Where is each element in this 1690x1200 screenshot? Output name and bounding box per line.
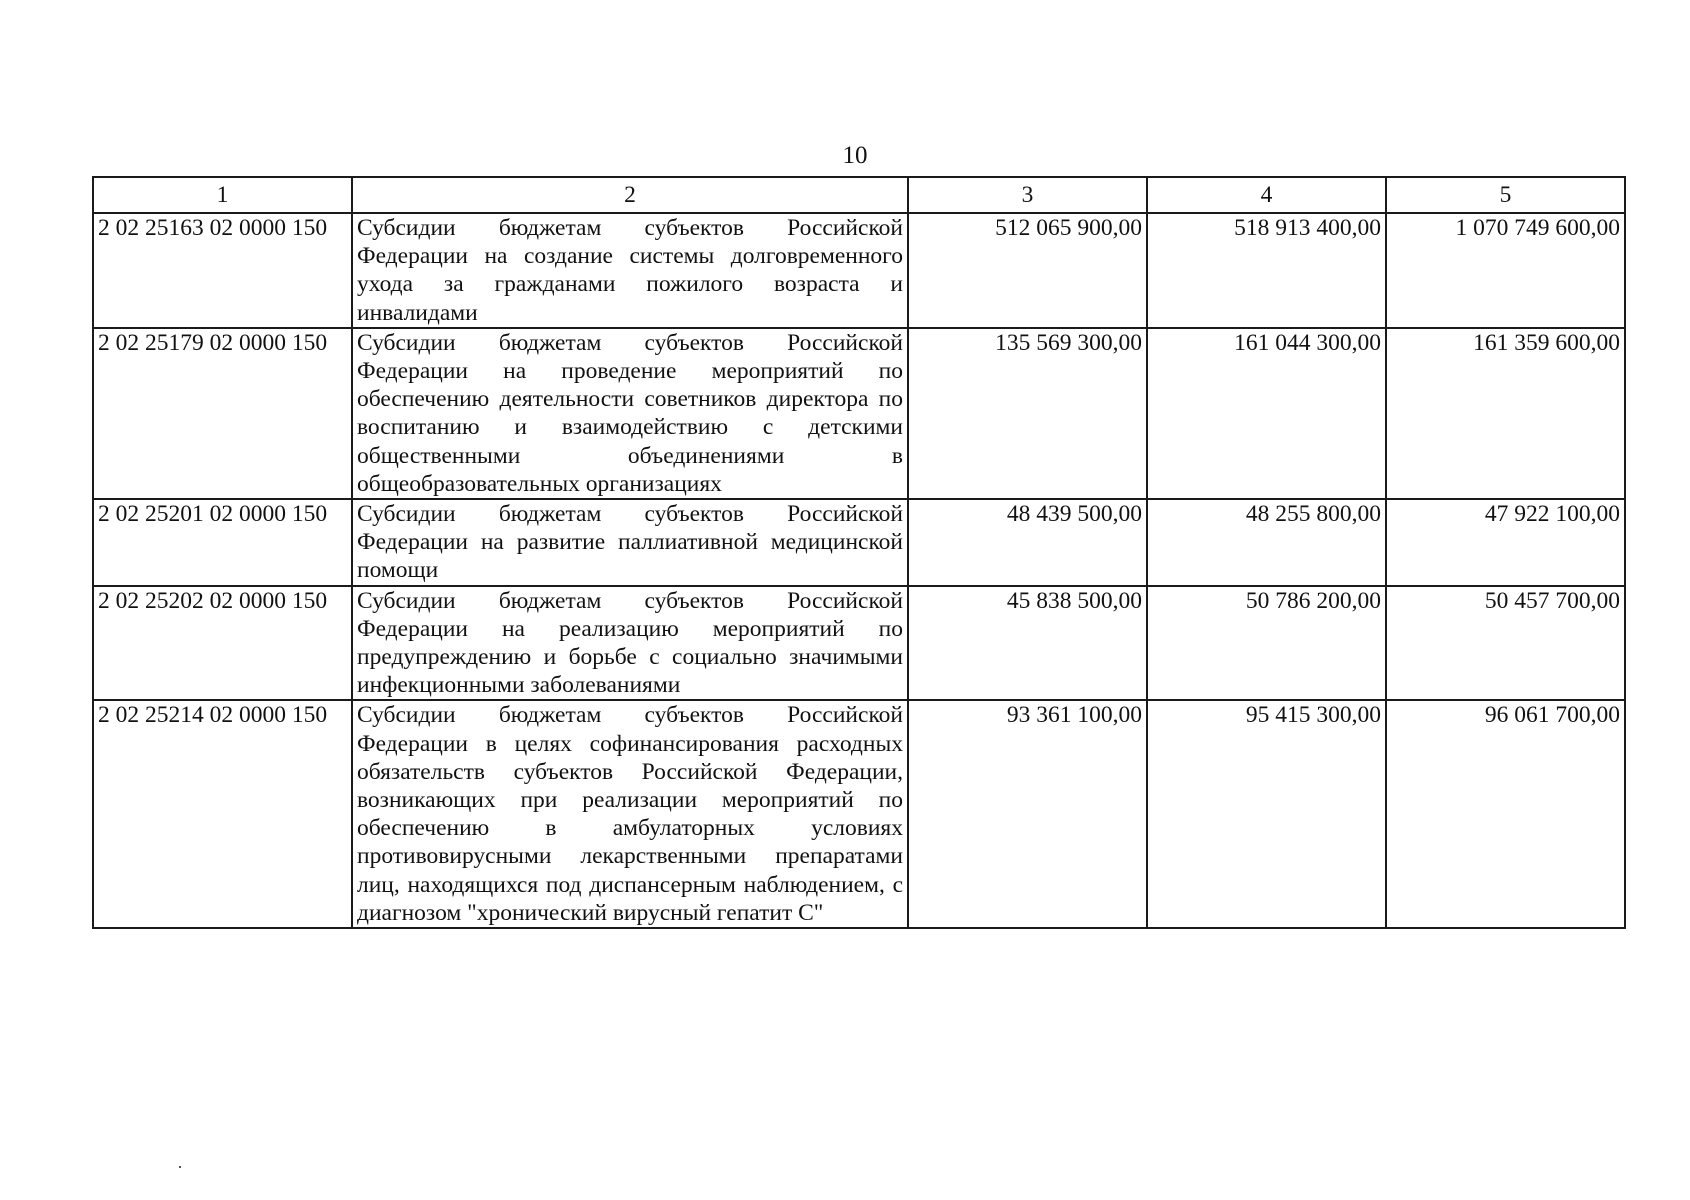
amount-col-4: 48 255 800,00 bbox=[1147, 499, 1386, 586]
table-row bbox=[93, 586, 1625, 701]
amount-col-5: 96 061 700,00 bbox=[1386, 700, 1625, 928]
budget-code: 2 02 25214 02 0000 150 bbox=[93, 700, 352, 928]
table-row bbox=[93, 700, 1625, 928]
budget-code: 2 02 25179 02 0000 150 bbox=[93, 328, 352, 499]
subsidy-description: Субсидии бюджетам субъектов Российской Федерации на создание системы долговременного ухода за гражданами пожилого возраста и инвалидами bbox=[352, 213, 908, 328]
budget-table bbox=[92, 176, 1626, 929]
header-col-5: 5 bbox=[1386, 177, 1625, 213]
header-col-3: 3 bbox=[908, 177, 1147, 213]
header-row bbox=[93, 177, 1625, 213]
amount-col-3: 48 439 500,00 bbox=[908, 499, 1147, 586]
amount-col-3: 512 065 900,00 bbox=[908, 213, 1147, 328]
budget-code: 2 02 25163 02 0000 150 bbox=[93, 213, 352, 328]
header-col-2: 2 bbox=[352, 177, 908, 213]
amount-col-5: 161 359 600,00 bbox=[1386, 328, 1625, 499]
subsidy-description: Субсидии бюджетам субъектов Российской Федерации в целях софинансирования расходных обязательств субъектов Российской Федерации, возникающих при реализации мероприятий по обеспечению в амбулаторных условиях противовирусными лекарственными препаратами лиц, находящихся под диспансерным наблюдением, с диагнозом "хронический вирусный гепатит С" bbox=[352, 700, 908, 928]
amount-col-5: 50 457 700,00 bbox=[1386, 586, 1625, 701]
amount-col-5: 1 070 749 600,00 bbox=[1386, 213, 1625, 328]
subsidy-description: Субсидии бюджетам субъектов Российской Федерации на проведение мероприятий по обеспечению деятельности советников директора по воспитанию и взаимодействию с детскими общественными объединениями в общеобразовательных организациях bbox=[352, 328, 908, 499]
amount-col-3: 135 569 300,00 bbox=[908, 328, 1147, 499]
header-col-1: 1 bbox=[93, 177, 352, 213]
subsidy-description: Субсидии бюджетам субъектов Российской Федерации на реализацию мероприятий по предупреждению и борьбе с социально значимыми инфекционными заболеваниями bbox=[352, 586, 908, 701]
amount-col-4: 518 913 400,00 bbox=[1147, 213, 1386, 328]
table-row bbox=[93, 499, 1625, 586]
table-row bbox=[93, 213, 1625, 328]
header-col-4: 4 bbox=[1147, 177, 1386, 213]
amount-col-3: 93 361 100,00 bbox=[908, 700, 1147, 928]
amount-col-4: 95 415 300,00 bbox=[1147, 700, 1386, 928]
amount-col-4: 161 044 300,00 bbox=[1147, 328, 1386, 499]
table-row bbox=[93, 328, 1625, 499]
amount-col-3: 45 838 500,00 bbox=[908, 586, 1147, 701]
amount-col-4: 50 786 200,00 bbox=[1147, 586, 1386, 701]
budget-code: 2 02 25202 02 0000 150 bbox=[93, 586, 352, 701]
scan-speck bbox=[179, 1166, 181, 1168]
budget-code: 2 02 25201 02 0000 150 bbox=[93, 499, 352, 586]
amount-col-5: 47 922 100,00 bbox=[1386, 499, 1625, 586]
page-number: 10 bbox=[842, 142, 868, 169]
subsidy-description: Субсидии бюджетам субъектов Российской Федерации на развитие паллиативной медицинской помощи bbox=[352, 499, 908, 586]
